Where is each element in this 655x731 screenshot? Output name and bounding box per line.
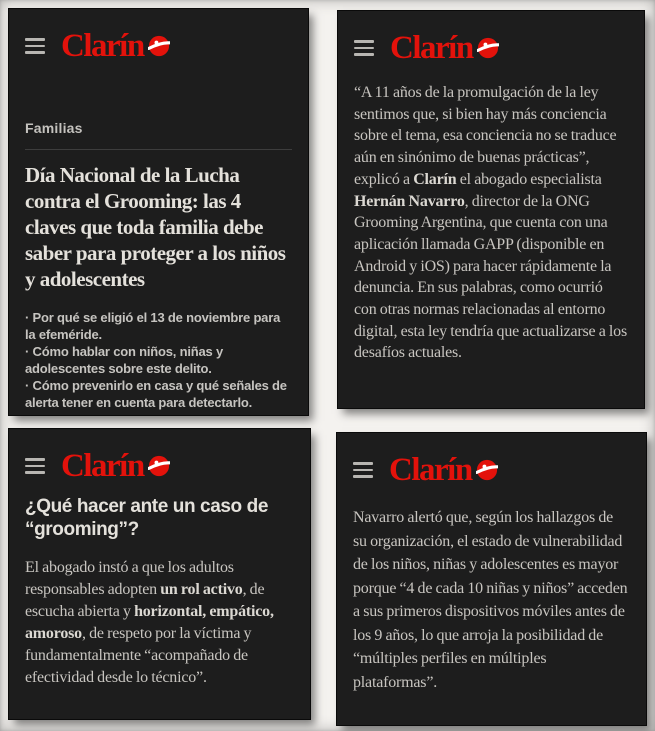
text-segment: “A 11 años de la promulgación de la ley sentimos que, si bien hay más conciencia sobre el tema, esa conciencia no se traduce aún en sinónimo de buenas prácticas”, explicó a <box>354 84 617 188</box>
bold-text-segment: horizontal, empático, amoroso <box>25 603 274 642</box>
clarin-logo-text: Clarín <box>61 27 144 64</box>
clarin-globe-icon <box>148 455 170 477</box>
clarin-logo-text: Clarín <box>390 29 473 66</box>
bold-text-segment: Hernán Navarro <box>354 192 465 210</box>
text-segment: el abogado especialista <box>456 170 602 188</box>
hamburger-menu-icon[interactable] <box>25 38 45 54</box>
bullet-item: · Cómo hablar con niños, niñas y adolescentes sobre este delito. <box>25 344 224 376</box>
article-paragraph <box>25 557 294 689</box>
clarin-logo[interactable] <box>61 447 170 484</box>
article-paragraph <box>353 506 630 694</box>
panel-article-headline <box>8 8 309 416</box>
text-segment: El abogado instó a que los adultos responsables adopten <box>25 559 234 598</box>
section-label: Familias <box>25 120 83 136</box>
text-segment: , de escucha abierta y <box>25 581 265 620</box>
hamburger-menu-icon[interactable] <box>25 458 45 474</box>
clarin-globe-icon <box>476 459 498 481</box>
clarin-globe-icon <box>148 35 170 57</box>
article-bullet-list <box>25 309 292 411</box>
bold-text-segment: Clarín <box>413 170 457 188</box>
article-subheading: ¿Qué hacer ante un caso de “grooming”? <box>25 496 269 540</box>
text-segment: , director de la ONG Grooming Argentina, que cuenta con una aplicación llamada GAPP (disponible en Android y iOS) para hacer rápidamente la denuncia. En sus palabras, como ocurrió con otras normas relacionadas al entorno digital, esta ley tendría que actualizarse a los desafíos actuales. <box>354 192 628 362</box>
app-header <box>354 11 628 68</box>
app-header <box>25 429 294 486</box>
article-paragraph <box>354 82 628 364</box>
hamburger-menu-icon[interactable] <box>354 40 374 56</box>
app-header <box>353 433 630 490</box>
text-segment: Navarro alertó que, según los hallazgos de su organización, el estado de vulnerabilidad de los niños, niñas y adolescentes es mayor porque “4 de cada 10 niñas y niños” acceden a sus primeros dispositivos móviles antes de los 9 años, lo que arroja la posibilidad de “múltiples perfiles en múltiples plataformas”. <box>353 509 628 691</box>
clarin-logo[interactable] <box>389 451 498 488</box>
panel-what-to-do <box>8 428 311 720</box>
text-segment: , de respeto por la víctima y fundamentalmente “acompañado de efectividad desde lo técnico”. <box>25 625 252 686</box>
clarin-logo[interactable] <box>390 29 499 66</box>
panel-article-quote <box>337 10 645 409</box>
clarin-logo-text: Clarín <box>389 451 472 488</box>
clarin-globe-icon <box>477 37 499 59</box>
clarin-logo[interactable] <box>61 27 170 64</box>
clarin-logo-text: Clarín <box>61 447 144 484</box>
bullet-item: · Por qué se eligió el 13 de noviembre para la efeméride. <box>25 310 281 342</box>
hamburger-menu-icon[interactable] <box>353 462 373 478</box>
bold-text-segment: un rol activo <box>160 581 243 598</box>
divider-line <box>25 149 292 150</box>
app-header <box>25 9 292 66</box>
bullet-item: · Cómo prevenirlo en casa y qué señales de alerta tener en cuenta para detectarlo. <box>25 378 287 410</box>
article-headline: Día Nacional de la Lucha contra el Grooming: las 4 claves que toda familia debe saber para proteger a los niños y adolescentes <box>25 163 286 291</box>
panel-statistics <box>336 432 647 726</box>
